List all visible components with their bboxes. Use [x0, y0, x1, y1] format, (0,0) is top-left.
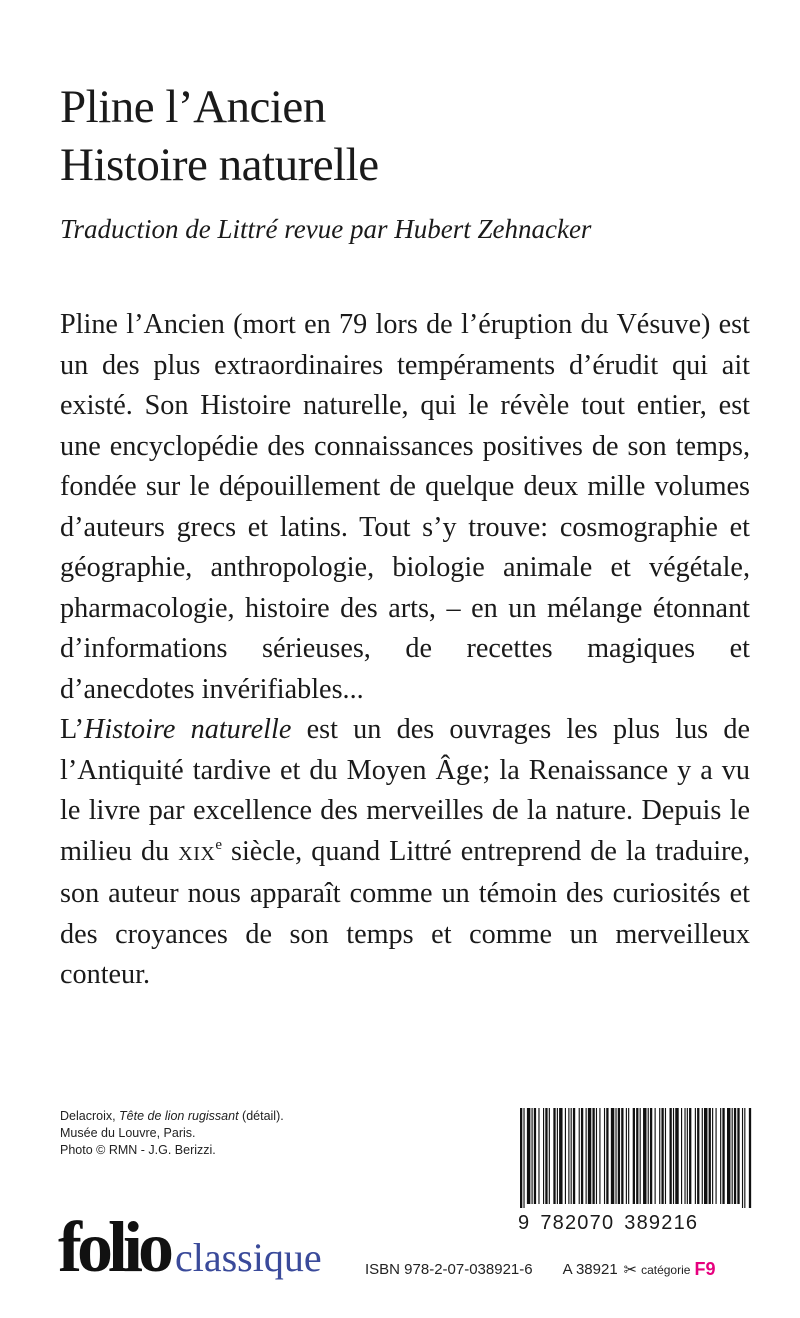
barcode-bar: [712, 1108, 713, 1204]
translation-credit: Traduction de Littré revue par Hubert Zehnacker: [60, 214, 592, 244]
barcode-bar: [534, 1108, 536, 1204]
catalog-code: A 38921: [562, 1261, 618, 1278]
barcode-bar: [599, 1108, 600, 1204]
barcode-bar: [633, 1108, 635, 1204]
barcode-bar: [615, 1108, 616, 1204]
barcode-bar: [588, 1108, 591, 1204]
barcode-bar: [665, 1108, 666, 1204]
barcode-bar: [532, 1108, 533, 1204]
barcode-bar: [527, 1108, 530, 1204]
publisher-logo: [58, 1206, 322, 1289]
isbn-line: [365, 1259, 715, 1280]
barcode-bar: [626, 1108, 627, 1204]
barcode-bar: [670, 1108, 672, 1204]
photo-credit: Photo © RMN - J.G. Berizzi.: [60, 1143, 216, 1157]
barcode-bar: [648, 1108, 649, 1204]
author-name: Pline l’Ancien: [60, 81, 326, 133]
barcode-bar: [640, 1108, 641, 1204]
barcode-bar: [749, 1108, 751, 1208]
barcode-bar: [611, 1108, 614, 1204]
barcode-bar: [675, 1108, 678, 1204]
barcode: [518, 1108, 752, 1218]
barcode-bar: [568, 1108, 569, 1204]
barcode-bar: [732, 1108, 733, 1204]
barcode-bar: [606, 1108, 608, 1204]
barcode-bar: [565, 1108, 566, 1204]
barcode-bar: [636, 1108, 638, 1204]
barcode-bar: [687, 1108, 688, 1204]
barcode-bar: [650, 1108, 652, 1204]
barcode-bar: [643, 1108, 646, 1204]
barcode-bar: [596, 1108, 597, 1204]
barcode-bar: [704, 1108, 707, 1204]
barcode-bar: [734, 1108, 736, 1204]
barcode-bar: [727, 1108, 730, 1204]
barcode-bar: [604, 1108, 605, 1204]
barcode-bar: [681, 1108, 682, 1204]
barcode-bar: [592, 1108, 594, 1204]
barcode-bar: [673, 1108, 674, 1204]
book-title: [60, 78, 379, 194]
barcode-bar: [538, 1108, 539, 1204]
barcode-bar: [742, 1108, 743, 1208]
barcode-bar: [661, 1108, 663, 1204]
blurb-paragraph-2: L’Histoire naturelle est un des ouvrages les plus lus de l’Antiquité tardive et du Moyen Âge; la Renaissance y a vu le livre par excellence des merveilles de la nature. Depuis le milieu du XIXe siècle, quand Littré entreprend de la traduire, son auteur nous apparaît comme un témoin des curiosités et des croyances de son temps et comme un merveilleux conteur.: [60, 714, 750, 990]
classique-wordmark: classique: [174, 1235, 322, 1280]
barcode-bar: [543, 1108, 544, 1204]
folio-wordmark: folio: [58, 1207, 169, 1287]
century-superscript: e: [215, 836, 222, 853]
barcode-bar: [559, 1108, 562, 1204]
barcode-bar: [628, 1108, 629, 1204]
barcode-bar: [523, 1108, 524, 1208]
barcode-bar: [689, 1108, 691, 1204]
isbn-number: ISBN 978-2-07-038921-6: [365, 1261, 533, 1278]
work-title-italic: Histoire naturelle: [84, 714, 292, 745]
barcode-bar: [545, 1108, 547, 1204]
barcode-bar: [553, 1108, 555, 1204]
century-numeral: XIX: [178, 842, 216, 865]
barcode-bar: [581, 1108, 583, 1204]
barcode-bar: [618, 1108, 620, 1204]
barcode-bar: [571, 1108, 572, 1204]
category-code: F9: [694, 1259, 716, 1279]
barcode-bar: [520, 1108, 522, 1208]
barcode-bar: [659, 1108, 660, 1204]
barcode-bar: [695, 1108, 696, 1204]
barcode-bar: [702, 1108, 703, 1204]
museum-credit: Musée du Louvre, Paris.: [60, 1126, 196, 1140]
barcode-bar: [716, 1108, 717, 1204]
barcode-digits: 9 782070 389216: [518, 1212, 699, 1234]
barcode-bar: [697, 1108, 699, 1204]
barcode-bar: [573, 1108, 575, 1204]
barcode-bar: [557, 1108, 558, 1204]
blurb: [60, 305, 750, 996]
category-label: catégorie: [641, 1262, 691, 1277]
scissors-icon: ✂: [623, 1261, 638, 1279]
barcode-bars: [518, 1108, 752, 1208]
barcode-bar: [655, 1108, 656, 1204]
barcode-bar: [722, 1108, 724, 1204]
barcode-bar: [579, 1108, 580, 1204]
barcode-bar: [684, 1108, 685, 1204]
work-title: Histoire naturelle: [60, 139, 379, 191]
barcode-bar: [586, 1108, 587, 1204]
image-credits: [60, 1108, 284, 1159]
barcode-bar: [720, 1108, 721, 1204]
barcode-bar: [621, 1108, 623, 1204]
blurb-paragraph-1: Pline l’Ancien (mort en 79 lors de l’éruption du Vésuve) est un des plus extraordinaires tempéraments d’érudit qui ait existé. Son Histoire naturelle, qui le révèle tout entier, est une encyclopédie des connaissances positives de son temps, fondée sur le dépouillement de quelque deux mille volumes d’auteurs grecs et latins. Tout s’y trouve: cosmographie et géographie, anthropologie, biologie animale et végétale, pharmacologie, histoire des arts, – en un mélange étonnant d’informations sérieuses, de recettes magiques et d’anecdotes invérifiables...: [60, 309, 750, 705]
artwork-credit: Delacroix, Tête de lion rugissant (détail).: [60, 1109, 284, 1123]
barcode-bar: [737, 1108, 739, 1204]
barcode-bar: [709, 1108, 711, 1204]
barcode-bar: [744, 1108, 745, 1208]
barcode-bar: [549, 1108, 550, 1204]
